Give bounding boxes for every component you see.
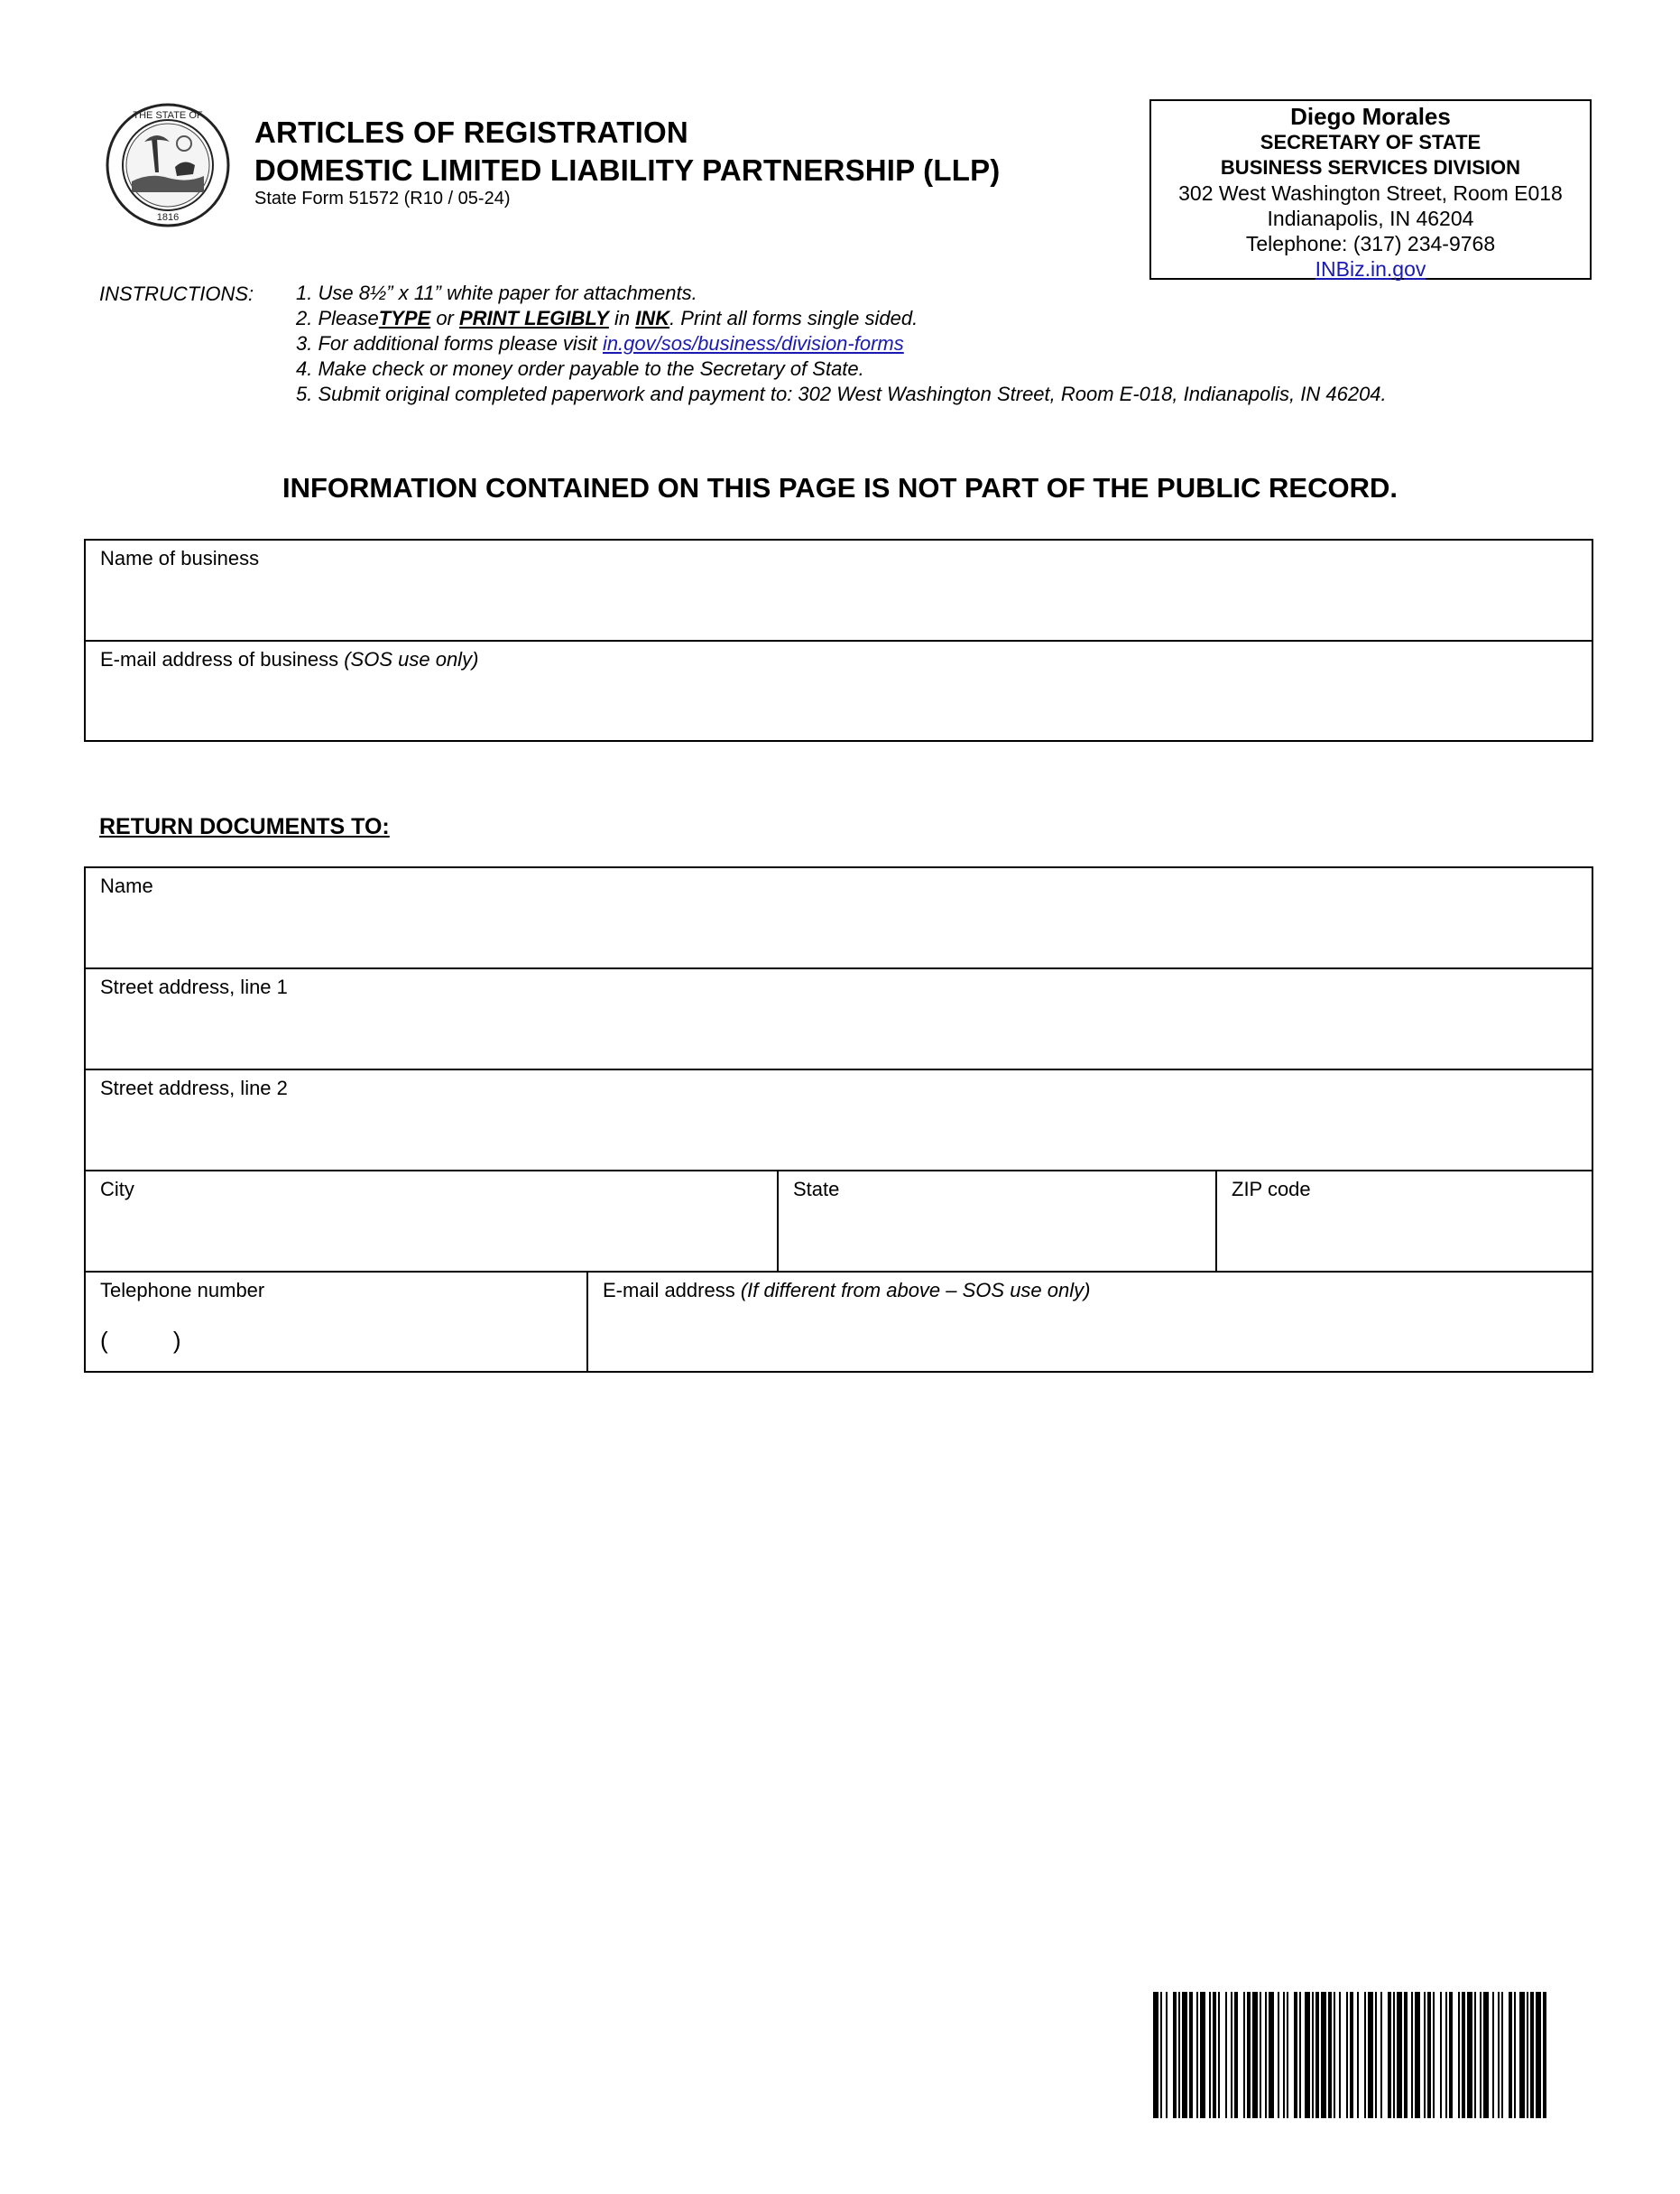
barcode-bar [1328, 1992, 1332, 2118]
barcode-bar [1445, 1992, 1447, 2118]
secretary-title: SECRETARY OF STATE [1260, 131, 1482, 153]
return-email-field[interactable]: E-mail address (If different from above – SOS use only) [586, 1271, 1593, 1373]
return-name-label: Name [100, 875, 153, 897]
barcode-bar [1283, 1992, 1285, 2118]
barcode-bar [1269, 1992, 1274, 2118]
barcode-bar [1530, 1992, 1534, 2118]
barcode-bar [1375, 1992, 1377, 2118]
business-email-field[interactable]: E-mail address of business (SOS use only) [84, 640, 1593, 742]
street-address-line2-field[interactable] [84, 1069, 1593, 1171]
return-email-label: E-mail address [603, 1279, 741, 1301]
barcode-icon [1151, 1992, 1548, 2118]
barcode-bar [1449, 1992, 1453, 2118]
barcode-bar [1213, 1992, 1216, 2118]
business-email-label: E-mail address of business [100, 648, 345, 671]
barcode-bar [1462, 1992, 1465, 2118]
barcode-bar [1424, 1992, 1426, 2118]
street-address-line1-field[interactable] [84, 967, 1593, 1070]
barcode-bar [1483, 1992, 1489, 2118]
secretary-name: Diego Morales [1290, 103, 1451, 130]
barcode-bar [1209, 1992, 1211, 2118]
barcode-bar [1260, 1992, 1261, 2118]
instruction-item-4: 4. Make check or money order payable to the Secretary of State. [296, 357, 864, 380]
barcode-bar [1196, 1992, 1198, 2118]
business-name-field[interactable] [84, 539, 1593, 642]
barcode-bar [1433, 1992, 1435, 2118]
barcode-bar [1458, 1992, 1460, 2118]
barcode-bar [1480, 1992, 1482, 2118]
city-label: City [100, 1178, 134, 1200]
barcode-bar [1252, 1992, 1258, 2118]
barcode-bar [1299, 1992, 1301, 2118]
instruction-item-5: 5. Submit original completed paperwork and payment to: 302 West Washington Street, Room E-018, Indianapolis, IN 46204. [296, 383, 1387, 405]
barcode-bar [1312, 1992, 1314, 2118]
address-line2: Indianapolis, IN 46204 [1267, 207, 1474, 230]
telephone-label: Telephone number [100, 1279, 265, 1301]
barcode-bar [1173, 1992, 1177, 2118]
barcode-bar [1305, 1992, 1310, 2118]
barcode-bar [1368, 1992, 1373, 2118]
barcode-bar [1189, 1992, 1193, 2118]
instructions-label: INSTRUCTIONS: [99, 282, 254, 305]
barcode-bar [1357, 1992, 1359, 2118]
telephone-field[interactable] [84, 1271, 588, 1373]
barcode-bar [1543, 1992, 1546, 2118]
barcode-bar [1346, 1992, 1348, 2118]
barcode-bar [1178, 1992, 1180, 2118]
svg-text:THE STATE OF: THE STATE OF [133, 110, 203, 121]
barcode-bar [1514, 1992, 1516, 2118]
barcode-bar [1393, 1992, 1395, 2118]
website-link[interactable]: INBiz.in.gov [1315, 257, 1426, 281]
barcode-bar [1339, 1992, 1341, 2118]
barcode-bar [1492, 1992, 1494, 2118]
barcode-bar [1218, 1992, 1220, 2118]
barcode-bar [1153, 1992, 1158, 2118]
barcode-bar [1411, 1992, 1413, 2118]
city-field[interactable] [84, 1170, 779, 1273]
instruction-item-3: 3. For additional forms please visit in.gov/sos/business/division-forms [296, 332, 904, 355]
barcode-bar [1474, 1992, 1476, 2118]
form-number: State Form 51572 (R10 / 05-24) [254, 189, 511, 208]
instruction-item-2: 2. PleaseTYPE or PRINT LEGIBLY in INK. Print all forms single sided. [296, 307, 918, 329]
svg-text:1816: 1816 [156, 212, 180, 223]
barcode-bar [1315, 1992, 1319, 2118]
street2-label: Street address, line 2 [100, 1077, 288, 1099]
public-record-notice: INFORMATION CONTAINED ON THIS PAGE IS NOT PART OF THE PUBLIC RECORD. [282, 472, 1398, 504]
street1-label: Street address, line 1 [100, 976, 288, 998]
division-forms-link[interactable]: in.gov/sos/business/division-forms [602, 332, 904, 355]
barcode-bar [1467, 1992, 1472, 2118]
barcode-bar [1287, 1992, 1288, 2118]
barcode-bar [1200, 1992, 1205, 2118]
barcode-bar [1536, 1992, 1541, 2118]
barcode-bar [1388, 1992, 1391, 2118]
barcode-bar [1501, 1992, 1503, 2118]
state-seal-icon [105, 102, 231, 228]
area-code-parens: ( ) [100, 1327, 181, 1354]
state-label: State [793, 1178, 840, 1200]
barcode-bar [1334, 1992, 1335, 2118]
barcode-bar [1234, 1992, 1238, 2118]
form-title-line1: ARTICLES OF REGISTRATION [254, 116, 688, 149]
barcode-bar [1415, 1992, 1420, 2118]
barcode-bar [1160, 1992, 1162, 2118]
address-line1: 302 West Washington Street, Room E018 [1178, 181, 1563, 205]
barcode-bar [1278, 1992, 1279, 2118]
barcode-bar [1265, 1992, 1267, 2118]
barcode-bar [1509, 1992, 1512, 2118]
barcode-bar [1404, 1992, 1408, 2118]
business-name-label: Name of business [100, 547, 260, 569]
zip-code-field[interactable] [1215, 1170, 1593, 1273]
barcode-bar [1440, 1992, 1442, 2118]
barcode-bar [1380, 1992, 1382, 2118]
barcode-bar [1427, 1992, 1431, 2118]
barcode-bar [1397, 1992, 1402, 2118]
secretary-of-state-box [1149, 99, 1592, 280]
state-field[interactable] [777, 1170, 1217, 1273]
telephone: Telephone: (317) 234-9768 [1245, 232, 1496, 255]
barcode-bar [1166, 1992, 1168, 2118]
barcode-bar [1182, 1992, 1187, 2118]
barcode-bar [1243, 1992, 1245, 2118]
return-documents-heading: RETURN DOCUMENTS TO: [99, 814, 390, 839]
barcode-bar [1350, 1992, 1353, 2118]
return-name-field[interactable] [84, 866, 1593, 969]
barcode-bar [1364, 1992, 1366, 2118]
division-name: BUSINESS SERVICES DIVISION [1220, 156, 1521, 179]
barcode-bar [1498, 1992, 1500, 2118]
zip-label: ZIP code [1232, 1178, 1311, 1200]
barcode-bar [1225, 1992, 1227, 2118]
barcode-bar [1321, 1992, 1326, 2118]
barcode-bar [1247, 1992, 1251, 2118]
barcode-bar [1231, 1992, 1232, 2118]
barcode-bar [1519, 1992, 1525, 2118]
barcode-bar [1294, 1992, 1297, 2118]
barcode-bar [1527, 1992, 1528, 2118]
instruction-item-1: 1. Use 8½” x 11” white paper for attachments. [296, 282, 697, 304]
form-title-line2: DOMESTIC LIMITED LIABILITY PARTNERSHIP (LLP) [254, 153, 1001, 187]
